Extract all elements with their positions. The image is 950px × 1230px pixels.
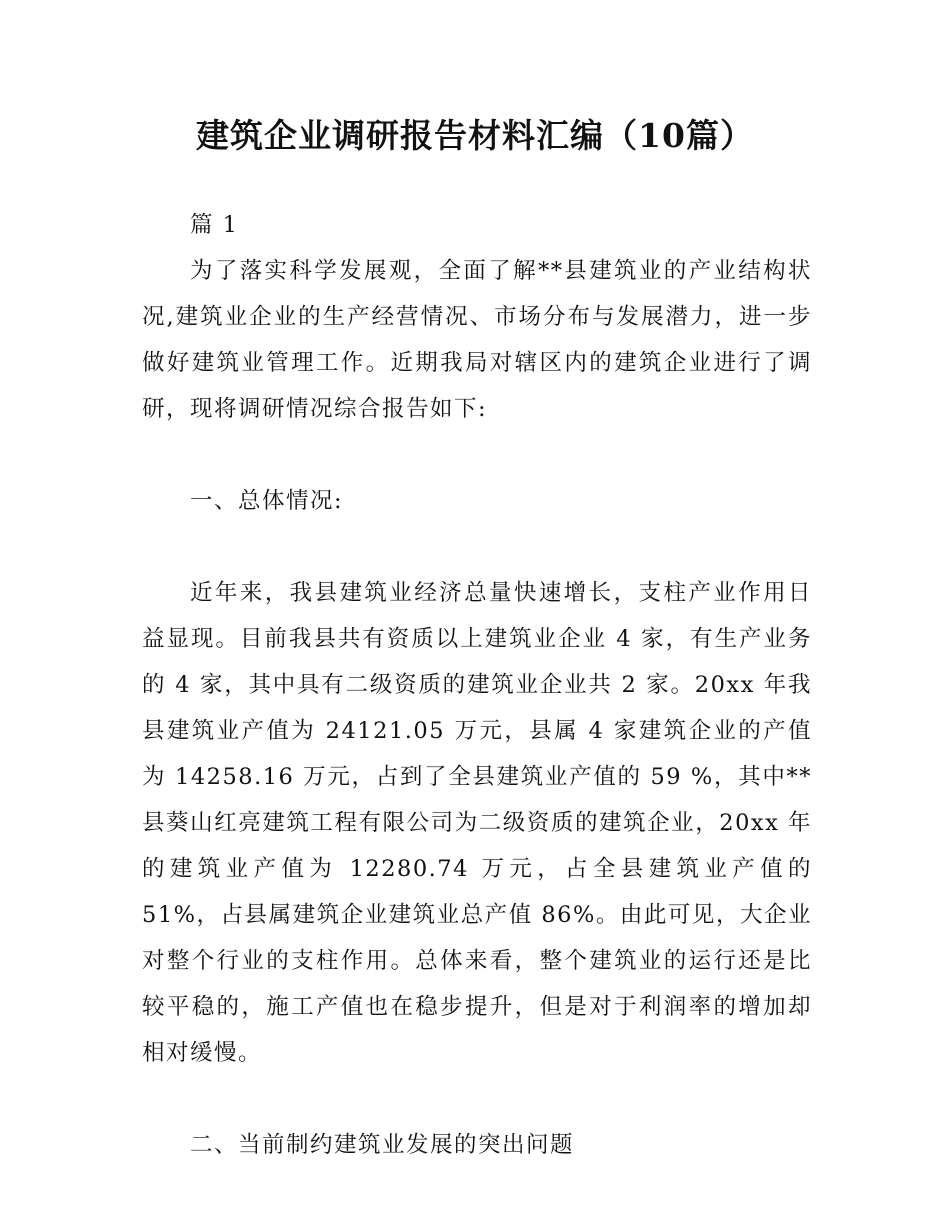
article-label: 篇 1 — [190, 212, 239, 238]
paragraph-spacer — [142, 524, 812, 570]
paragraph-spacer — [142, 432, 812, 478]
paragraph-spacer — [142, 1076, 812, 1122]
intro-paragraph: 为了落实科学发展观，全面了解**县建筑业的产业结构状况,建筑业企业的生产经营情况、市场分布与发展潜力，进一步做好建筑业管理工作。近期我局对辖区内的建筑企业进行了调研，现将调研情况综合报告如下: — [142, 258, 812, 422]
document-body — [142, 202, 812, 1168]
document-title: 建筑企业调研报告材料汇编（10篇） — [196, 116, 754, 155]
section-heading-problems: 二、当前制约建筑业发展的突出问题 — [190, 1132, 575, 1158]
overview-paragraph: 近年来，我县建筑业经济总量快速增长，支柱产业作用日益显现。目前我县共有资质以上建筑业企业 4 家，有生产业务的 4 家，其中具有二级资质的建筑业企业共 2 家。20xx 年我县建筑业产值为 24121.05 万元，县属 4 家建筑企业的产值为 14258.16 万元，占到了全县建筑业产值的 59 %，其中**县葵山红亮建筑工程有限公司为二级资质的建筑企业，20xx 年的建筑业产值为 12280.74 万元，占全县建筑业产值的 51%，占县属建筑企业建筑业总产值 86%。由此可见，大企业对整个行业的支柱作用。总体来看，整个建筑业的运行还是比较平稳的，施工产值也在稳步提升，但是对于利润率的增加却相对缓慢。 — [142, 580, 812, 1066]
section-heading-overview: 一、总体情况: — [190, 488, 344, 514]
